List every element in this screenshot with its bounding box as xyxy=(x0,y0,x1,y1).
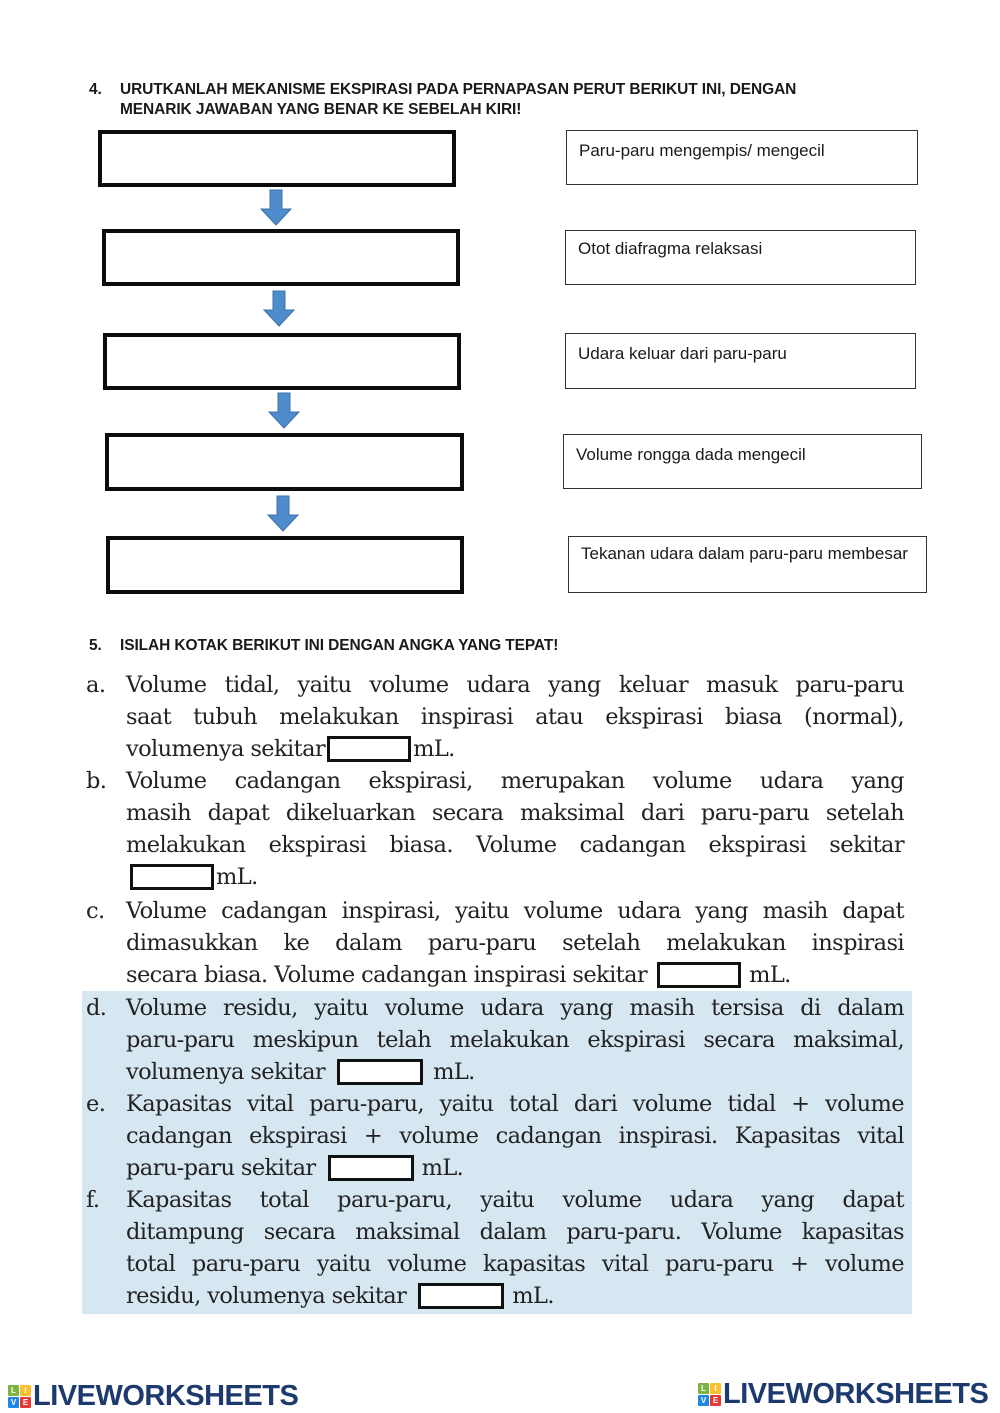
item-letter: c. xyxy=(86,898,105,924)
answer-input-f[interactable] xyxy=(418,1283,504,1309)
answer-input-e[interactable] xyxy=(328,1155,414,1181)
item-line: total paru-paru yaitu volume kapasitas vital paru-paru + volume xyxy=(126,1251,904,1277)
item-line: paru-paru sekitar xyxy=(126,1155,316,1181)
question-text-line-2: MENARIK JAWABAN YANG BENAR KE SEBELAH KIRI! xyxy=(120,101,522,118)
item-letter: d. xyxy=(86,995,107,1021)
question-number: 4. xyxy=(89,81,102,98)
answer-input-c[interactable] xyxy=(657,962,741,988)
item-line: Kapasitas total paru-paru, yaitu volume udara yang dapat xyxy=(126,1187,904,1213)
unit-label: mL. xyxy=(421,1155,464,1181)
drop-target-1[interactable] xyxy=(98,130,456,187)
unit-label: mL. xyxy=(216,864,258,890)
drop-target-2[interactable] xyxy=(102,229,460,286)
unit-label: mL. xyxy=(413,736,455,762)
fill-item-c xyxy=(86,895,906,992)
item-line: ditampung secara maksimal dalam paru-paru. Volume kapasitas xyxy=(126,1219,904,1245)
item-line: Volume cadangan ekspirasi, merupakan volume udara yang xyxy=(126,768,904,794)
down-arrow-icon xyxy=(262,290,296,328)
item-line: secara biasa. Volume cadangan inspirasi sekitar xyxy=(126,962,648,988)
fill-item-b xyxy=(86,765,906,895)
live-blocks-icon: L I V E xyxy=(698,1383,721,1406)
question-number: 5. xyxy=(89,637,102,654)
item-line: saat tubuh melakukan inspirasi atau ekspirasi biasa (normal), xyxy=(126,704,904,730)
item-line: melakukan ekspirasi biasa. Volume cadangan ekspirasi sekitar xyxy=(126,832,904,858)
item-line: paru-paru meskipun telah melakukan ekspirasi secara maksimal, xyxy=(126,1027,904,1053)
fill-item-e xyxy=(86,1088,906,1185)
item-line: masih dapat dikeluarkan secara maksimal dari paru-paru setelah xyxy=(126,800,904,826)
question-5-heading xyxy=(89,636,889,656)
item-line: cadangan ekspirasi + volume cadangan inspirasi. Kapasitas vital xyxy=(126,1123,904,1149)
item-line: volumenya sekitar xyxy=(126,1059,326,1085)
item-line: volumenya sekitar xyxy=(126,736,326,762)
drop-target-5[interactable] xyxy=(106,536,464,594)
drop-target-4[interactable] xyxy=(105,433,464,491)
draggable-choice[interactable]: Tekanan udara dalam paru-paru membesar xyxy=(568,536,927,593)
drop-target-3[interactable] xyxy=(103,333,461,390)
liveworksheets-logo-right[interactable] xyxy=(698,1378,988,1411)
liveworksheets-logo-left[interactable] xyxy=(8,1380,298,1413)
question-text-line-1: URUTKANLAH MEKANISME EKSPIRASI PADA PERNAPASAN PERUT BERIKUT INI, DENGAN xyxy=(120,81,797,98)
answer-input-a[interactable] xyxy=(327,736,411,762)
item-line: Volume tidal, yaitu volume udara yang keluar masuk paru-paru xyxy=(126,672,904,698)
brand-name: LIVEWORKSHEETS xyxy=(723,1378,989,1410)
answer-input-b[interactable] xyxy=(130,864,214,890)
brand-name: LIVEWORKSHEETS xyxy=(33,1380,299,1412)
item-letter: b. xyxy=(86,768,107,794)
unit-label: mL. xyxy=(749,962,791,988)
fill-item-f xyxy=(86,1184,906,1314)
draggable-choice[interactable]: Otot diafragma relaksasi xyxy=(565,230,916,285)
live-blocks-icon: L I V E xyxy=(8,1385,31,1408)
item-letter: a. xyxy=(86,672,106,698)
down-arrow-icon xyxy=(267,392,301,430)
down-arrow-icon xyxy=(259,189,293,227)
item-line: Volume residu, yaitu volume udara yang masih tersisa di dalam xyxy=(126,995,904,1021)
fill-item-d xyxy=(86,992,906,1089)
draggable-choice[interactable]: Udara keluar dari paru-paru xyxy=(565,333,916,389)
item-line: dimasukkan ke dalam paru-paru setelah melakukan inspirasi xyxy=(126,930,904,956)
item-letter: e. xyxy=(86,1091,106,1117)
question-title: ISILAH KOTAK BERIKUT INI DENGAN ANGKA YANG TEPAT! xyxy=(120,637,559,654)
down-arrow-icon xyxy=(266,495,300,533)
draggable-choice[interactable]: Volume rongga dada mengecil xyxy=(563,434,922,489)
unit-label: mL. xyxy=(433,1059,475,1085)
answer-input-d[interactable] xyxy=(337,1059,423,1085)
item-line: residu, volumenya sekitar xyxy=(126,1283,407,1309)
fill-item-a xyxy=(86,669,906,766)
unit-label: mL. xyxy=(512,1283,554,1309)
question-4-heading xyxy=(89,80,959,120)
item-line: Volume cadangan inspirasi, yaitu volume udara yang masih dapat xyxy=(126,898,904,924)
item-letter: f. xyxy=(86,1187,100,1213)
item-line: Kapasitas vital paru-paru, yaitu total dari volume tidal + volume xyxy=(126,1091,904,1117)
draggable-choice[interactable]: Paru-paru mengempis/ mengecil xyxy=(566,130,918,185)
